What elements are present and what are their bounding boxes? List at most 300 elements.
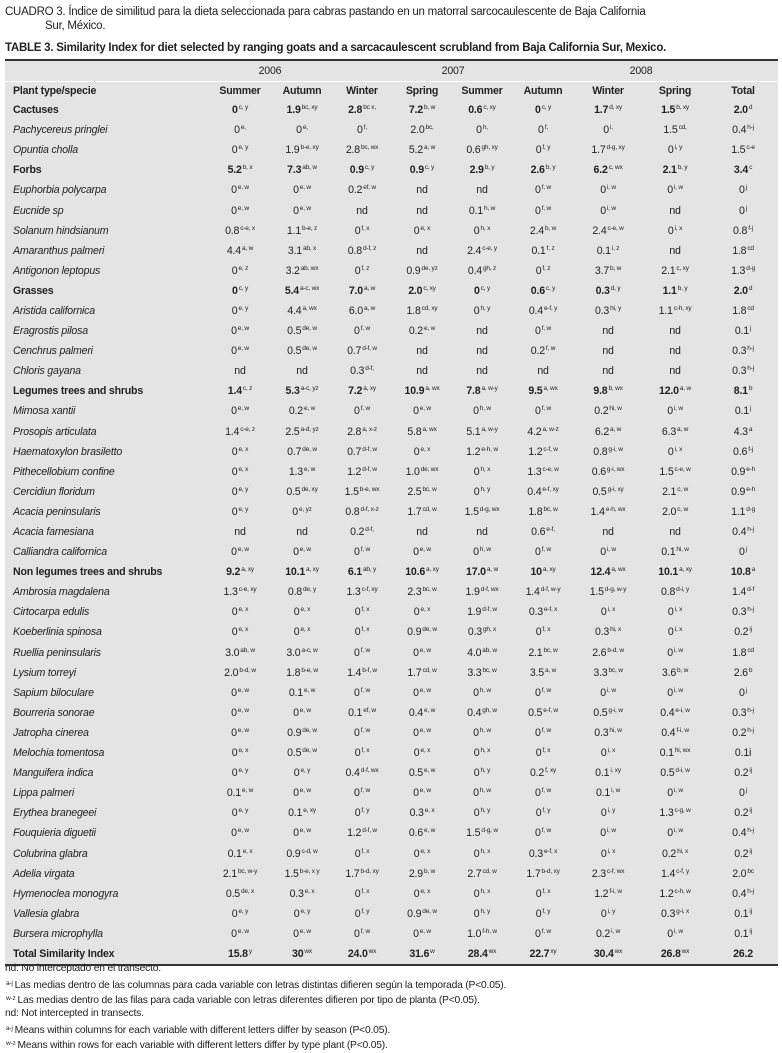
- cell-value: 0: [293, 184, 299, 197]
- cell-value: 0: [667, 405, 673, 418]
- significance-letters: f, x: [361, 887, 370, 895]
- cell-value: nd: [416, 244, 428, 257]
- table-cell: [512, 140, 574, 160]
- table-cell: [272, 482, 332, 502]
- table-cell: [642, 843, 708, 863]
- table-cell: [512, 864, 574, 884]
- cell-value: 1.2: [466, 445, 481, 458]
- significance-letters: f, w: [541, 405, 552, 413]
- significance-letters: h-j: [747, 345, 754, 353]
- table-cell: [332, 160, 392, 180]
- table-row: [5, 683, 778, 703]
- significance-letters: ab, w: [302, 164, 317, 172]
- cell-value: 0.2: [734, 847, 749, 860]
- significance-letters: a, wx: [611, 566, 626, 574]
- significance-letters: c, xy: [676, 264, 689, 272]
- table-row: [5, 602, 778, 622]
- table-cell: [642, 723, 708, 743]
- table-cell: [392, 341, 452, 361]
- cell-value: 0.5: [287, 747, 302, 760]
- significance-letters: h, w: [484, 204, 496, 212]
- table-cell: [512, 361, 574, 381]
- plant-name: Cirtocarpa edulis: [13, 606, 90, 619]
- significance-letters: f, x: [361, 626, 370, 634]
- table-cell: [272, 683, 332, 703]
- significance-letters: f, y: [361, 907, 370, 915]
- significance-letters: de, yz: [421, 264, 438, 272]
- significance-letters: b: [748, 385, 753, 393]
- table-cell: [208, 723, 272, 743]
- table-cell: [392, 843, 452, 863]
- significance-letters: f, w: [541, 686, 552, 694]
- significance-letters: f, w: [360, 686, 370, 694]
- table-cell: [708, 120, 778, 140]
- plant-name: Hymenoclea monogyra: [13, 887, 119, 900]
- significance-letters: h-j: [747, 887, 754, 895]
- significance-letters: b, wx: [608, 385, 623, 393]
- significance-letters: c-f, xy: [361, 586, 378, 594]
- significance-letters: bc, w: [422, 586, 437, 594]
- table-cell: [272, 442, 332, 462]
- cell-value: 0: [354, 606, 361, 619]
- significance-letters: f, w: [360, 927, 370, 935]
- significance-letters: a, wx: [425, 385, 440, 393]
- cell-value: 0: [354, 626, 361, 639]
- table-cell: [392, 401, 452, 421]
- cell-value: nd: [476, 526, 488, 539]
- table-cell: [642, 422, 708, 442]
- cell-value: 0: [231, 104, 238, 117]
- table-cell: [708, 542, 778, 562]
- cell-value: 2.5: [407, 485, 422, 498]
- table-cell: [574, 683, 642, 703]
- table-cell: [574, 281, 642, 301]
- significance-letters: e, w: [242, 787, 254, 795]
- significance-letters: w: [430, 947, 435, 955]
- table-cell: [272, 281, 332, 301]
- significance-letters: e, w: [299, 184, 311, 192]
- significance-letters: i,: [609, 124, 613, 132]
- cell-value: 0: [354, 264, 361, 277]
- significance-letters: d: [748, 284, 753, 292]
- cell-value: 0: [473, 807, 480, 820]
- significance-letters: bc, xy: [301, 104, 318, 112]
- significance-letters: h, x: [480, 224, 491, 232]
- significance-letters: e, w: [237, 686, 249, 694]
- significance-letters: c, y: [545, 284, 556, 292]
- plant-name: Legumes trees and shrubs: [13, 385, 144, 398]
- table-cell: [208, 100, 272, 120]
- cell-value: 6.3: [661, 425, 677, 438]
- cell-value: 2.6: [733, 666, 748, 679]
- cell-value: 0.4: [732, 526, 747, 539]
- significance-letters: ij: [749, 807, 752, 815]
- table-cell: [708, 823, 778, 843]
- table-cell: [208, 281, 272, 301]
- table-cell: [512, 401, 574, 421]
- table-cell: [392, 422, 452, 442]
- table-row: [5, 321, 778, 341]
- significance-letters: e, x: [300, 626, 311, 634]
- cell-value: 0.8: [593, 445, 608, 458]
- significance-letters: b, y: [545, 164, 556, 172]
- significance-letters: h-j: [747, 365, 754, 373]
- cell-value: 2.0: [224, 666, 239, 679]
- plant-name: Cactuses: [13, 104, 59, 117]
- table-row: [5, 823, 778, 843]
- significance-letters: c, z: [242, 385, 253, 393]
- table-cell: [708, 442, 778, 462]
- cell-value: 0: [296, 124, 302, 137]
- table-cell: [512, 743, 574, 763]
- table-cell: [208, 261, 272, 281]
- significance-letters: e-h: [746, 485, 755, 493]
- cell-value: 0.1: [288, 686, 303, 699]
- significance-letters: d-f, x-z: [360, 505, 379, 513]
- table-cell: [272, 341, 332, 361]
- table-cell: [392, 502, 452, 522]
- significance-letters: i, w: [673, 787, 683, 795]
- significance-letters: d: [748, 104, 753, 112]
- significance-letters: c-e, z: [240, 425, 255, 433]
- cell-value: 1.2: [347, 465, 362, 478]
- table-cell: [392, 241, 452, 261]
- cell-value: 0.2: [530, 345, 545, 358]
- cell-value: 0.4: [345, 767, 360, 780]
- table-cell: [708, 200, 778, 220]
- significance-letters: cd, w: [422, 505, 437, 513]
- table-cell: [642, 683, 708, 703]
- table-cell: [512, 884, 574, 904]
- cell-value: 0: [231, 767, 238, 780]
- significance-letters: cd: [747, 244, 754, 252]
- cell-value: 0: [535, 264, 542, 277]
- cell-value: 30: [292, 947, 304, 960]
- table-cell: [272, 241, 332, 261]
- significance-letters: a, xy: [363, 385, 376, 393]
- significance-letters: h,: [482, 124, 488, 132]
- table-cell: [208, 381, 272, 401]
- cell-value: 0.2: [734, 767, 749, 780]
- cell-value: 0.5: [592, 485, 607, 498]
- column-header-plant-type: Plant type/specie: [13, 85, 97, 97]
- table-cell: [332, 723, 392, 743]
- cell-value: 0.8: [345, 505, 360, 518]
- table-cell: [512, 462, 574, 482]
- table-cell: [208, 140, 272, 160]
- cell-value: 2.6: [530, 164, 545, 177]
- table-cell: [574, 401, 642, 421]
- significance-letters: f, xy: [545, 767, 557, 775]
- table-cell: [574, 180, 642, 200]
- cell-value: 0.1: [227, 847, 242, 860]
- table-cell: [332, 924, 392, 944]
- significance-letters: f, y: [542, 907, 551, 915]
- table-cell: [452, 120, 512, 140]
- cell-value: 0: [413, 546, 419, 559]
- cell-value: 0: [600, 184, 606, 197]
- table-cell: [708, 723, 778, 743]
- table-cell: [452, 643, 512, 663]
- table-cell: [272, 723, 332, 743]
- table-cell: [272, 602, 332, 622]
- significance-letters: cd, xy: [421, 304, 438, 312]
- significance-letters: b, xy: [676, 104, 689, 112]
- cell-value: 0: [600, 807, 607, 820]
- table-cell: [208, 160, 272, 180]
- significance-letters: e-h, w: [481, 445, 498, 453]
- table-cell: [642, 321, 708, 341]
- table-cell: [574, 462, 642, 482]
- cell-value: 0.1: [348, 706, 363, 719]
- significance-letters: y: [248, 947, 252, 955]
- table-cell: [208, 763, 272, 783]
- cell-value: 5.8: [407, 425, 422, 438]
- significance-letters: f-j: [748, 224, 754, 232]
- cell-value: 0.4: [660, 706, 675, 719]
- cell-value: 2.4: [467, 244, 482, 257]
- cell-value: 0: [535, 405, 541, 418]
- column-header-total: Total: [731, 85, 755, 97]
- table-row: [5, 482, 778, 502]
- cell-value: 9.5: [528, 385, 543, 398]
- significance-letters: f, w: [541, 184, 552, 192]
- cell-value: nd: [537, 365, 549, 378]
- cell-value: 2.9: [408, 867, 423, 880]
- cell-value: 2.0: [732, 867, 747, 880]
- table-cell: [272, 381, 332, 401]
- significance-letters: i, x: [674, 626, 683, 634]
- cell-value: 0.5: [660, 767, 675, 780]
- table-cell: [332, 281, 392, 301]
- cell-value: 3.3: [593, 666, 608, 679]
- table-cell: [272, 100, 332, 120]
- table-cell: [642, 221, 708, 241]
- significance-letters: b-d, xy: [541, 867, 560, 875]
- significance-letters: c-e, x: [240, 224, 255, 232]
- table-cell: [332, 221, 392, 241]
- table-cell: [208, 542, 272, 562]
- cell-value: 1.0: [467, 927, 482, 940]
- significance-letters: e-f, xy: [542, 485, 559, 493]
- table-cell: [512, 522, 574, 542]
- significance-letters: i, xy: [610, 767, 621, 775]
- table-cell: [392, 703, 452, 723]
- significance-letters: e, w: [424, 767, 436, 775]
- table-cell: [452, 422, 512, 442]
- cell-value: 2.0: [410, 124, 425, 137]
- cell-value: 0: [293, 827, 299, 840]
- table-cell: [452, 321, 512, 341]
- significance-letters: f,: [363, 124, 367, 132]
- cell-value: 0: [535, 686, 541, 699]
- significance-letters: a-c, wx: [299, 284, 320, 292]
- plant-name: Grasses: [13, 284, 54, 297]
- cell-value: 0: [535, 927, 541, 940]
- significance-letters: b: [748, 666, 753, 674]
- significance-letters: i, w: [611, 927, 621, 935]
- table-cell: [574, 341, 642, 361]
- significance-letters: e, x: [238, 465, 249, 473]
- cell-value: 0.9: [731, 485, 746, 498]
- cell-value: 1.3: [659, 807, 674, 820]
- cell-value: 5.2: [227, 164, 242, 177]
- significance-letters: f, y: [542, 807, 551, 815]
- significance-letters: e, w: [424, 827, 436, 835]
- cell-value: 0.6: [733, 445, 748, 458]
- significance-letters: h, y: [480, 907, 491, 915]
- cell-value: 0.1i: [734, 747, 752, 760]
- significance-letters: a, w: [486, 566, 498, 574]
- table-cell: [392, 663, 452, 683]
- cell-value: 0: [231, 465, 238, 478]
- table-cell: [332, 140, 392, 160]
- significance-letters: i, y: [607, 907, 616, 915]
- plant-name: Acacia peninsularis: [13, 505, 101, 518]
- footnote-text: Las medias dentro de las columnas para cada variable con letras distintas difieren según la temporada (P<0.05).: [14, 980, 507, 991]
- significance-letters: c-e, w: [607, 224, 624, 232]
- cell-value: 4.4: [287, 304, 302, 317]
- table-cell: [332, 864, 392, 884]
- cell-value: nd: [476, 184, 488, 197]
- significance-letters: bc, wx: [360, 144, 379, 152]
- table-row: [5, 723, 778, 743]
- significance-letters: d, xy: [609, 104, 622, 112]
- table-cell: [574, 381, 642, 401]
- significance-letters: h, w: [479, 686, 491, 694]
- plant-name: Forbs: [13, 164, 42, 177]
- cell-value: 24.0: [347, 947, 368, 960]
- table-cell: [574, 622, 642, 642]
- table-cell: [574, 864, 642, 884]
- significance-letters: e, x: [420, 224, 431, 232]
- table-cell: [642, 562, 708, 582]
- table-cell: [642, 482, 708, 502]
- significance-letters: a-c, w: [301, 646, 318, 654]
- significance-letters: a, x-z: [362, 425, 377, 433]
- plant-name: Erythea branegeei: [13, 807, 97, 820]
- significance-letters: c-e, w: [542, 465, 559, 473]
- plant-name: Lysium torreyi: [13, 666, 76, 679]
- plant-name: Pithecellobium confine: [13, 465, 115, 478]
- cell-value: 0.4: [408, 706, 423, 719]
- cell-value: 4.0: [467, 646, 482, 659]
- cell-value: 0.3: [595, 626, 610, 639]
- cell-value: 12.4: [590, 566, 611, 579]
- significance-letters: e, w: [237, 325, 249, 333]
- table-cell: [452, 100, 512, 120]
- table-cell: [642, 944, 708, 965]
- cell-value: 0: [231, 304, 238, 317]
- significance-letters: i, w: [673, 927, 683, 935]
- table-cell: [392, 924, 452, 944]
- cell-value: 0.6: [408, 827, 423, 840]
- significance-letters: f, y: [361, 807, 370, 815]
- table-cell: [272, 743, 332, 763]
- table-cell: [272, 522, 332, 542]
- significance-letters: j: [745, 686, 747, 694]
- cell-value: 9.2: [226, 566, 241, 579]
- cell-value: 0.2: [662, 847, 677, 860]
- significance-letters: f, x: [361, 847, 370, 855]
- table-cell: [708, 160, 778, 180]
- significance-letters: d-g, xy: [606, 144, 625, 152]
- table-cell: [208, 663, 272, 683]
- table-cell: [512, 643, 574, 663]
- significance-letters: c, xy: [483, 104, 496, 112]
- table-cell: [332, 321, 392, 341]
- blank-header: [5, 60, 208, 82]
- cell-value: 0.3: [409, 807, 424, 820]
- table-cell: [208, 683, 272, 703]
- cell-value: nd: [296, 365, 308, 378]
- significance-letters: a, w: [364, 284, 376, 292]
- significance-letters: a, w-y: [481, 425, 498, 433]
- cell-value: 6.0: [348, 304, 363, 317]
- cell-value: 2.8: [348, 104, 363, 117]
- significance-letters: de, y: [303, 586, 317, 594]
- cell-value: 0: [231, 686, 237, 699]
- table-cell: [272, 221, 332, 241]
- cell-value: 3.0: [225, 646, 240, 659]
- table-cell: [708, 381, 778, 401]
- table-cell: [642, 803, 708, 823]
- cell-value: 0.4: [732, 887, 747, 900]
- significance-letters: d-f, wx: [480, 586, 499, 594]
- table-cell: [272, 562, 332, 582]
- significance-letters: e, x: [420, 847, 431, 855]
- table-cell: [392, 683, 452, 703]
- significance-letters: bc, w: [543, 505, 558, 513]
- table-cell: [452, 622, 512, 642]
- cell-value: 0.3: [350, 365, 365, 378]
- table-cell: [452, 542, 512, 562]
- cell-value: 0.8: [287, 586, 303, 599]
- cell-value: 10.1: [285, 566, 306, 579]
- significance-letters: hi, y: [610, 304, 622, 312]
- table-cell: [452, 341, 512, 361]
- cell-value: nd: [602, 365, 614, 378]
- cell-value: 0.2: [408, 325, 423, 338]
- significance-letters: e, w: [419, 787, 431, 795]
- significance-letters: gh, z: [483, 264, 497, 272]
- cell-value: 0: [231, 827, 237, 840]
- significance-letters: ab, x: [303, 244, 317, 252]
- cell-value: 0: [353, 686, 360, 699]
- significance-letters: d-f, w: [362, 445, 377, 453]
- table-cell: [272, 864, 332, 884]
- column-header-winter: Winter: [346, 85, 378, 97]
- significance-letters: c-d, w: [301, 847, 318, 855]
- cell-value: nd: [476, 325, 488, 338]
- significance-letters: hi, x: [677, 847, 689, 855]
- cell-value: 0: [667, 646, 673, 659]
- significance-letters: e-f, y: [543, 304, 558, 312]
- significance-letters: wx: [368, 947, 377, 955]
- cell-value: 0.4: [732, 124, 747, 137]
- cell-value: 0: [413, 847, 420, 860]
- table-row: [5, 341, 778, 361]
- table-cell: [708, 924, 778, 944]
- table-cell: [332, 180, 392, 200]
- significance-letters: f-h, w: [482, 927, 497, 935]
- table-cell: [574, 301, 642, 321]
- significance-letters: bc, w: [482, 666, 497, 674]
- significance-letters: d, y: [610, 284, 621, 292]
- cell-value: 0: [600, 907, 607, 920]
- significance-letters: a-d, yz: [300, 425, 319, 433]
- cell-value: 0: [354, 907, 361, 920]
